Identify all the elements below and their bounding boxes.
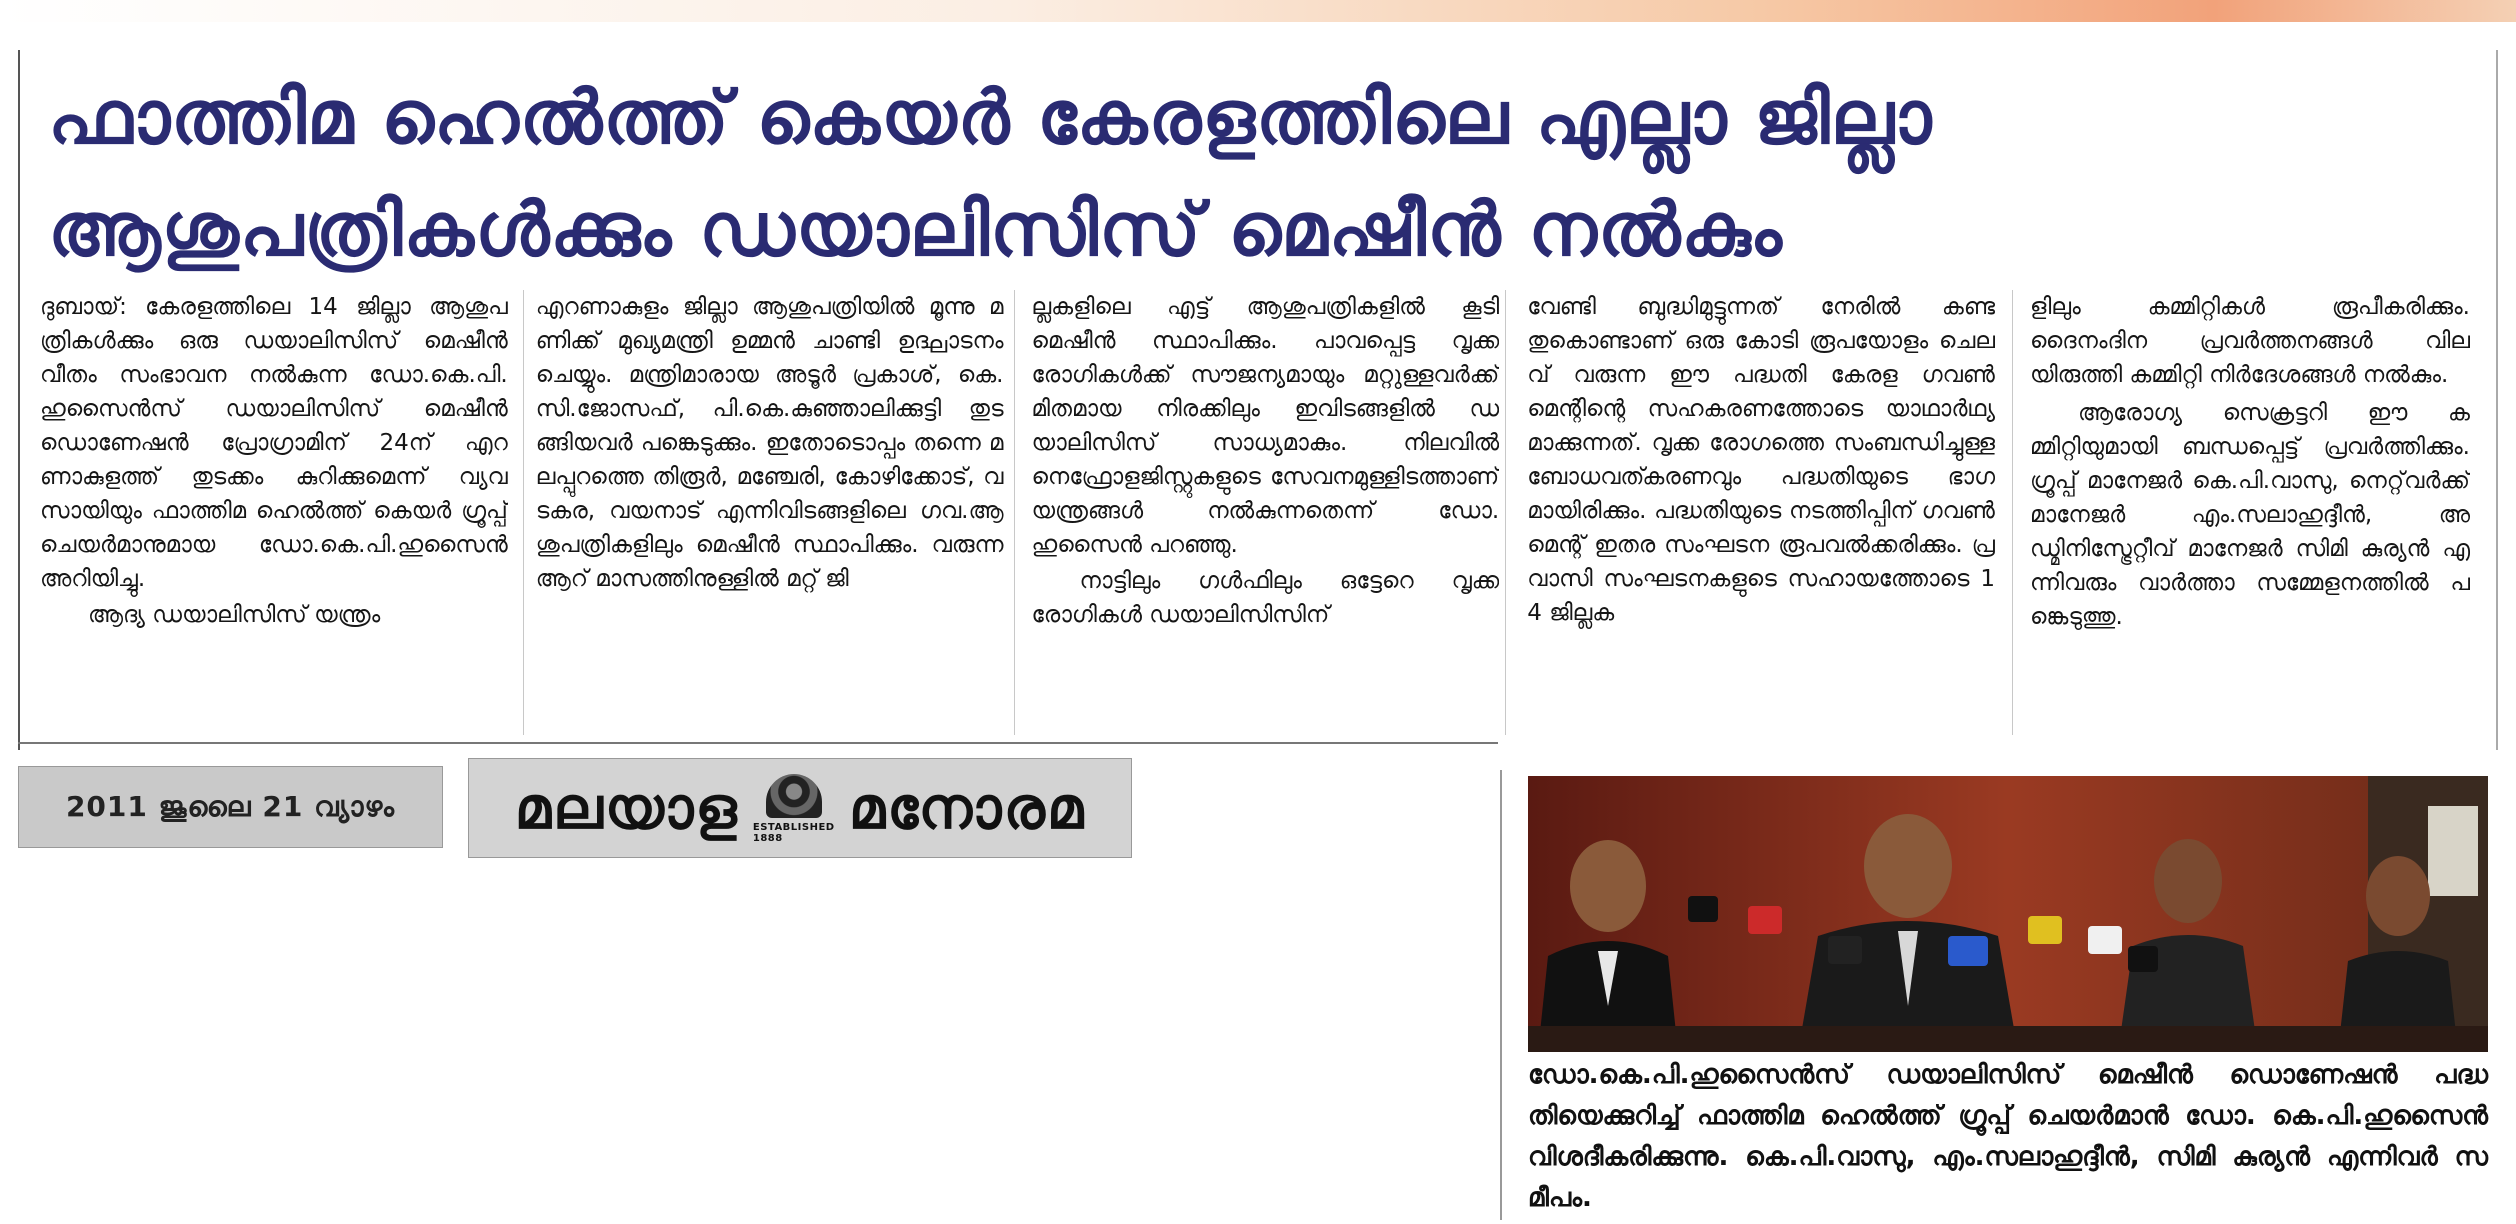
paragraph: ദുബായ്: കേരളത്തിലെ 14 ജില്ലാ ആശുപത്രികൾക്കും ഒരു ഡയാലിസിസ് മെഷീൻ വീതം സംഭാവന നൽകുന്ന ഡോ.കെ.പി.ഹുസൈൻസ് ഡയാലിസിസ് മെഷീൻ ഡൊണേഷൻ പ്രോഗ്രാമിന് 24ന് എറണാകുളത്ത് തുടക്കം കുറിക്കുമെന്ന് വ്യവസായിയും ഫാത്തിമ ഹെൽത്ത് കെയർ ഗ്രൂപ്പ് ചെയർമാനുമായ ഡോ.കെ.പി.ഹുസൈൻ അറിയിച്ചു. [40,294,508,592]
column-divider [1505,290,1506,735]
column-divider [1014,290,1015,735]
paragraph: ആദ്യ ഡയാലിസിസ് യന്ത്രം [88,602,381,628]
photo-caption: ഡോ.കെ.പി.ഹുസൈൻസ് ഡയാലിസിസ് മെഷീൻ ഡൊണേഷൻ പദ്ധതിയെക്കുറിച്ച് ഫാത്തിമ ഹെൽത്ത് ഗ്രൂപ്പ് ചെയർമാൻ ഡോ. കെ.പി.ഹുസൈൻ വിശദീകരിക്കുന്നു. കെ.പി.വാസു, എം.സലാഹുദ്ദീൻ, സിമി കുര്യൻ എന്നിവർ സമീപം. [1528,1060,2488,1213]
emblem-icon [752,772,835,844]
paragraph: എറണാകുളം ജില്ലാ ആശുപത്രിയിൽ മൂന്നു മണിക്ക് മുഖ്യമന്ത്രി ഉമ്മൻ ചാണ്ടി ഉദ്ഘാടനം ചെയ്യും. മന്ത്രിമാരായ അടൂർ പ്രകാശ്, കെ.സി.ജോസഫ്, പി.കെ.കുഞ്ഞാലിക്കുട്ടി തുടങ്ങിയവർ പങ്കെടുക്കും. ഇതോടൊപ്പം തന്നെ മലപ്പുറത്തെ തിരൂർ, മഞ്ചേരി, കോഴിക്കോട്, വടകര, വയനാട് എന്നിവിടങ്ങളിലെ ഗവ.ആശുപത്രികളിലും മെഷീൻ സ്ഥാപിക്കും. വരുന്ന ആറ് മാസത്തിനുള്ളിൽ മറ്റ് ജി [535,294,1004,592]
dateline: 2011 ജൂലൈ 21 വ്യാഴം [65,790,396,823]
photo-divider [1500,770,1502,1220]
paragraph: നാട്ടിലും ഗൾഫിലും ഒട്ടേറെ വൃക്ക രോഗികൾ ഡയാലിസിസിന് [1031,568,1500,628]
masthead-left-text: മലയാള [514,773,739,842]
headline-line-2: ആശുപത്രികൾക്കും ഡയാലിസിസ് മെഷീൻ നൽകും [48,187,1783,273]
headline-line-1: ഫാത്തിമ ഹെൽത്ത് കെയർ കേരളത്തിലെ എല്ലാ ജില്ലാ [48,75,1933,161]
photo-drawing [1528,776,2488,1052]
paragraph: ല്ലകളിലെ എട്ട് ആശുപത്രികളിൽ കൂടി മെഷീൻ സ്ഥാപിക്കും. പാവപ്പെട്ട വൃക്ക രോഗികൾക്ക് സൗജന്യമായും മറ്റുള്ളവർക്ക് മിതമായ നിരക്കിലും ഇവിടങ്ങളിൽ ഡയാലിസിസ് സാധ്യമാകും. നിലവിൽ നെഫ്രോളജിസ്റ്റുകളുടെ സേവനമുള്ളിടത്താണ് യന്ത്രങ്ങൾ നൽകുന്നതെന്ന് ഡോ. ഹുസൈൻ പറഞ്ഞു. [1031,294,1500,558]
top-color-strip [0,0,2516,22]
section-rule [18,742,1498,744]
column-divider [2012,290,2013,735]
emblem-established: ESTABLISHED 1888 [752,822,835,844]
column-4 [1527,290,1995,740]
masthead-logo [468,758,1132,858]
headline [48,62,2448,286]
masthead-right-text: മനോരമ [848,773,1086,842]
column-5 [2030,290,2470,760]
column-2 [536,290,1004,740]
press-conference-photo [1528,776,2488,1052]
paragraph: ളിലും കമ്മിറ്റികൾ രൂപീകരിക്കും. ദൈനംദിന പ്രവർത്തനങ്ങൾ വിലയിരുത്തി കമ്മിറ്റി നിർദേശങ്ങൾ നൽകും. [2030,294,2470,388]
column-1 [40,290,508,740]
paragraph: ആരോഗ്യ സെക്രട്ടറി ഈ കമ്മിറ്റിയുമായി ബന്ധപ്പെട്ട് പ്രവർത്തിക്കും. ഗ്രൂപ്പ് മാനേജർ കെ.പി.വാസു, നെറ്റ്‌വർക്ക് മാനേജർ എം.സലാഹുദ്ദീൻ, അഡ്മിനിസ്ട്രേറ്റീവ് മാനേജർ സിമി കുര്യൻ എന്നിവരും വാർത്താ സമ്മേളനത്തിൽ പങ്കെടുത്തു. [2030,400,2470,630]
emblem-shape [766,774,822,818]
article-body [40,290,1995,740]
paragraph: വേണ്ടി ബുദ്ധിമുട്ടുന്നത് നേരിൽ കണ്ടതുകൊണ്ടാണ് ഒരു കോടി രൂപയോളം ചെലവ് വരുന്ന ഈ പദ്ധതി കേരള ഗവൺമെന്റിന്റെ സഹകരണത്തോടെ യാഥാർഥ്യമാക്കുന്നത്. വൃക്ക രോഗത്തെ സംബന്ധിച്ചുള്ള ബോധവത്കരണവും പദ്ധതിയുടെ ഭാഗമായിരിക്കും. പദ്ധതിയുടെ നടത്തിപ്പിന് ഗവൺമെന്റ് ഇതര സംഘടന രൂപവൽക്കരിക്കും. പ്രവാസി സംഘടനകളുടെ സഹായത്തോടെ 14 ജില്ലക [1527,294,1995,626]
column-3 [1032,290,1500,740]
column-divider [523,290,524,735]
dateline-box [18,766,443,848]
